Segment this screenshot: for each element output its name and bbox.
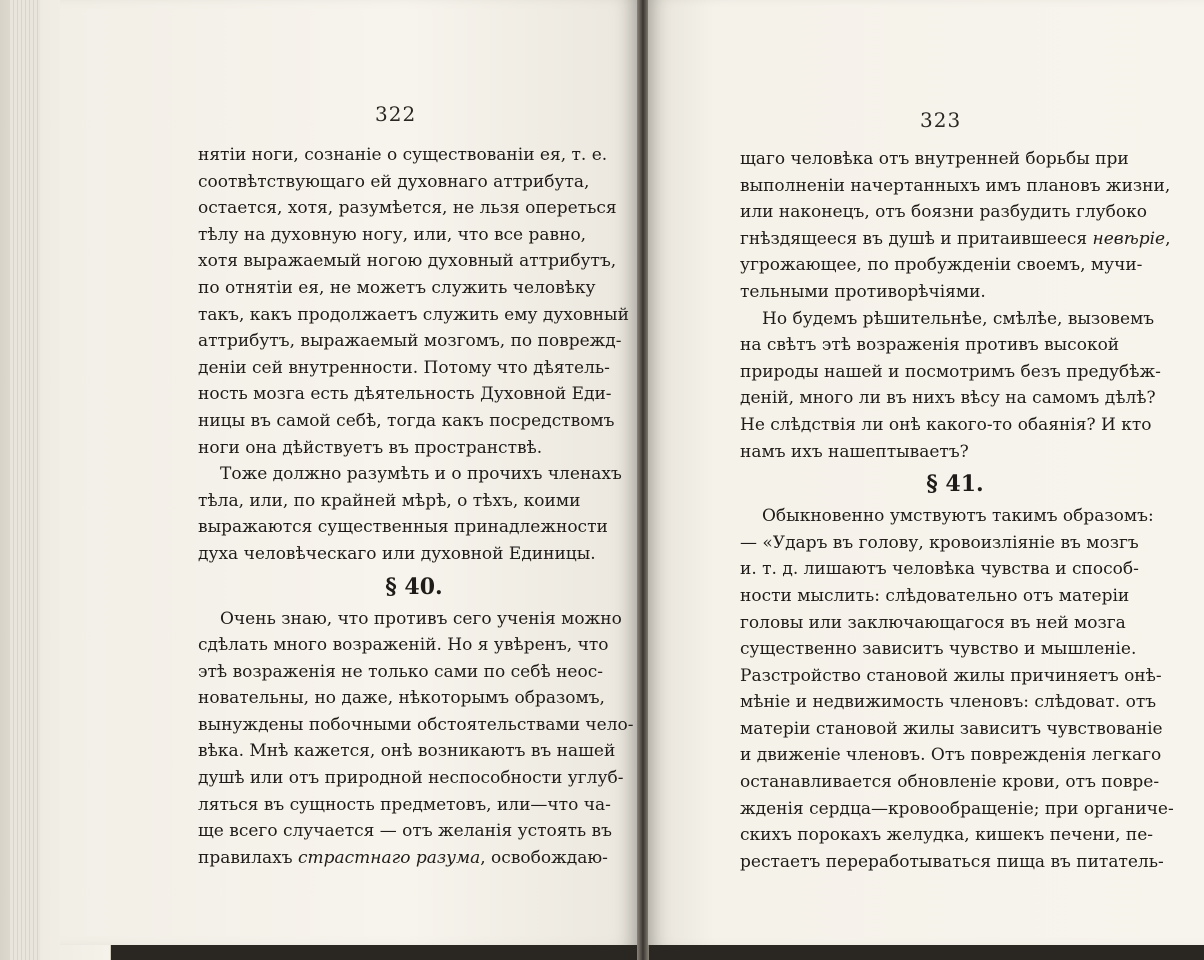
text-line: такъ, какъ продолжаетъ служить ему духовный bbox=[198, 304, 629, 325]
right-page-number: 323 bbox=[920, 108, 962, 132]
text-line: или наконецъ, отъ боязни разбудить глубоко bbox=[740, 202, 1147, 223]
section-heading-41: § 41. bbox=[926, 471, 984, 498]
text-span: гнѣздящееся въ душѣ и притаившееся bbox=[740, 228, 1093, 249]
text-line: соотвѣтствующаго ей духовнаго аттрибута, bbox=[198, 171, 590, 192]
text-line: ности мыслить: слѣдовательно отъ матеріи bbox=[740, 585, 1130, 606]
text-line: аттрибутъ, выражаемый мозгомъ, по поврежд- bbox=[198, 331, 622, 352]
text-line: ще всего случается — отъ желанія устоять въ bbox=[198, 821, 612, 842]
left-page-number: 322 bbox=[375, 102, 417, 126]
text-line: и движеніе членовъ. Отъ поврежденія легкаго bbox=[740, 745, 1162, 766]
text-line: рестаетъ переработываться пища въ питатель- bbox=[740, 851, 1164, 872]
text-line: существенно зависитъ чувство и мышленіе. bbox=[740, 639, 1137, 660]
text-line: Очень знаю, что противъ сего ученія можно bbox=[220, 608, 622, 629]
text-line: ляться въ сущность предметовъ, или—что ча- bbox=[198, 794, 611, 815]
right-paragraph-1 bbox=[740, 146, 1170, 226]
right-paragraph-1-end bbox=[740, 252, 1170, 305]
text-line: тѣлу на духовную ногу, или, что все равно, bbox=[198, 224, 587, 245]
text-line: угрожающее, по пробужденіи своемъ, мучи- bbox=[740, 255, 1143, 276]
text-line: остается, хотя, разумѣется, не льзя опереться bbox=[198, 198, 617, 219]
left-last-line bbox=[198, 845, 630, 872]
text-line: матеріи становой жилы зависитъ чувствованіе bbox=[740, 718, 1163, 739]
text-line: выражаются существенныя принадлежности bbox=[198, 517, 608, 538]
left-page-text bbox=[198, 142, 634, 871]
text-line: деній, много ли въ нихъ вѣсу на самомъ дѣлѣ? bbox=[740, 388, 1156, 409]
text-line: и. т. д. лишаютъ человѣка чувства и способ- bbox=[740, 559, 1139, 580]
text-line: Разстройство становой жилы причиняетъ онѣ- bbox=[740, 665, 1162, 686]
text-line: по отнятіи ея, не можетъ служить человѣку bbox=[198, 277, 596, 298]
text-line: нятіи ноги, сознаніе о существованіи ея, т. е. bbox=[198, 145, 608, 165]
right-em-line bbox=[740, 226, 1170, 253]
text-line: — «Ударъ въ голову, кровоизліяніе въ мозгъ bbox=[740, 532, 1139, 553]
text-line: Обыкновенно умствуютъ такимъ образомъ: bbox=[762, 506, 1154, 527]
text-line: этѣ возраженія не только сами по себѣ неос- bbox=[198, 661, 603, 682]
text-line: щаго человѣка отъ внутренней борьбы при bbox=[740, 149, 1129, 169]
text-line: мѣніе и недвижимость членовъ: слѣдоват. отъ bbox=[740, 692, 1157, 713]
text-line: Не слѣдствія ли онѣ какого-то обаянія? И кто bbox=[740, 414, 1152, 435]
text-line: хотя выражаемый ногою духовный аттрибутъ, bbox=[198, 251, 617, 272]
right-page bbox=[648, 0, 1204, 945]
text-line: деніи сей внутренности. Потому что дѣятель- bbox=[198, 357, 610, 378]
left-page bbox=[60, 0, 638, 945]
italic-phrase: страстнаго разума bbox=[298, 847, 481, 868]
text-line: сдѣлать много возраженій. Но я увѣренъ, что bbox=[198, 635, 609, 656]
text-line: вынуждены побочными обстоятельствами чело- bbox=[198, 714, 634, 735]
text-line: ноги она дѣйствуетъ въ пространствѣ. bbox=[198, 437, 543, 458]
text-line: новательны, но даже, нѣкоторымъ образомъ, bbox=[198, 688, 605, 709]
text-line: тѣла, или, по крайней мѣрѣ, о тѣхъ, коими bbox=[198, 490, 581, 511]
text-span: , освобождаю- bbox=[480, 847, 608, 868]
text-span: правилахъ bbox=[198, 847, 298, 868]
left-paragraph-1 bbox=[198, 142, 630, 461]
text-line: душѣ или отъ природной неспособности углуб- bbox=[198, 768, 624, 789]
right-paragraph-2 bbox=[740, 306, 1170, 466]
text-line: Но будемъ рѣшительнѣе, смѣлѣе, вызовемъ bbox=[762, 308, 1155, 329]
text-line: жденія сердца—кровообращеніе; при органиче- bbox=[740, 798, 1174, 819]
text-line: тельными противорѣчіями. bbox=[740, 281, 986, 302]
left-paragraph-3 bbox=[198, 606, 634, 845]
text-line: природы нашей и посмотримъ безъ предубѣж- bbox=[740, 361, 1161, 382]
text-line: намъ ихъ нашептываетъ? bbox=[740, 441, 969, 462]
text-line: ность мозга есть дѣятельность Духовной Еди- bbox=[198, 384, 612, 405]
text-line: останавливается обновленіе крови, отъ повре- bbox=[740, 772, 1160, 793]
right-paragraph-3 bbox=[740, 503, 1174, 875]
text-line: духа человѣческаго или духовной Единицы. bbox=[198, 543, 596, 564]
text-line: скихъ порокахъ желудка, кишекъ печени, пе- bbox=[740, 825, 1154, 846]
text-line: Тоже должно разумѣть и о прочихъ членахъ bbox=[220, 464, 622, 485]
text-line: вѣка. Мнѣ кажется, онѣ возникаютъ въ нашей bbox=[198, 741, 616, 762]
text-span: , bbox=[1165, 228, 1171, 249]
text-line: ницы въ самой себѣ, тогда какъ посредствомъ bbox=[198, 410, 615, 431]
section-heading-40: § 40. bbox=[385, 573, 443, 600]
right-page-text bbox=[740, 146, 1174, 875]
text-line: выполненіи начертанныхъ имъ плановъ жизни, bbox=[740, 175, 1171, 196]
italic-word: невѣріе bbox=[1092, 228, 1166, 249]
text-line: головы или заключающагося въ ней мозга bbox=[740, 612, 1126, 633]
left-paragraph-2 bbox=[198, 461, 630, 567]
text-line: на свѣтъ этѣ возраженія противъ высокой bbox=[740, 335, 1120, 356]
